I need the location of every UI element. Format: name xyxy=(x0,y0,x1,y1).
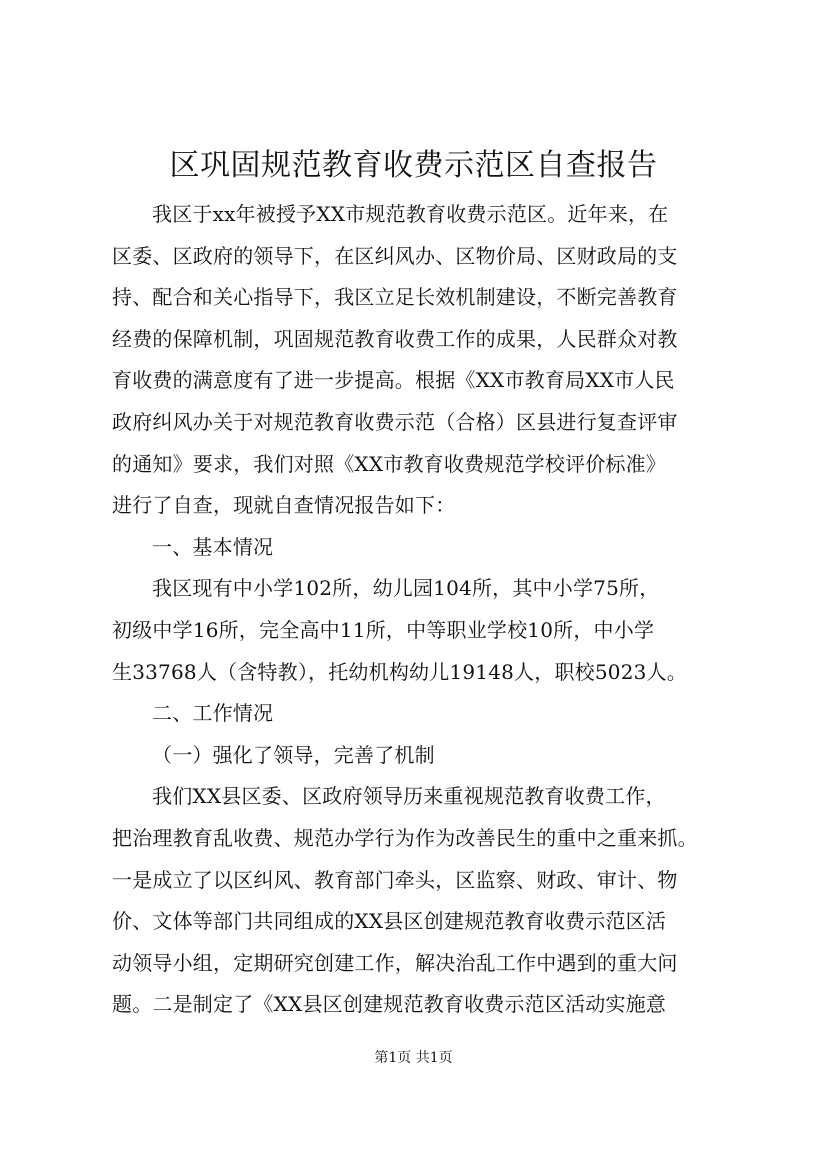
body-line-16: 把治理教育乱收费、规范办学行为作为改善民生的重中之重来抓。 xyxy=(112,825,698,850)
body-line-19: 动领导小组，定期研究创建工作，解决治乱工作中遇到的重大问 xyxy=(112,950,678,975)
body-line-10: 我区现有中小学102所，幼儿园104所，其中小学75所， xyxy=(152,576,660,601)
document-body xyxy=(112,194,742,1026)
section-heading-basic-situation: 一、基本情况 xyxy=(152,534,274,559)
body-line-8: 进行了自查，现就自查情况报告如下： xyxy=(112,493,456,518)
body-line-2: 区委、区政府的领导下，在区纠风办、区物价局、区财政局的支 xyxy=(112,243,678,268)
body-line-6: 政府纠风办关于对规范教育收费示范（合格）区县进行复查评审 xyxy=(112,409,678,434)
section-heading-work-situation: 二、工作情况 xyxy=(152,701,274,726)
body-line-1: 我区于xx年被授予XX市规范教育收费示范区。近年来，在 xyxy=(152,202,669,226)
body-line-12: 生33768人（含特教），托幼机构幼儿19148人，职校5023人。 xyxy=(112,659,687,684)
body-line-17: 一是成立了以区纠风、教育部门牵头，区监察、财政、审计、物 xyxy=(112,867,678,892)
body-line-3: 持、配合和关心指导下，我区立足长效机制建设，不断完善教育 xyxy=(112,285,678,310)
body-line-18: 价、文体等部门共同组成的XX县区创建规范教育收费示范区活 xyxy=(112,909,667,934)
body-line-15: 我们XX县区委、区政府领导历来重视规范教育收费工作， xyxy=(152,784,666,809)
body-line-7: 的通知》要求，我们对照《XX市教育收费规范学校评价标准》 xyxy=(112,451,667,476)
body-line-5: 育收费的满意度有了进一步提高。根据《XX市教育局XX市人民 xyxy=(112,368,675,393)
body-line-20: 题。二是制定了《XX县区创建规范教育收费示范区活动实施意 xyxy=(112,992,667,1017)
document-title: 区巩固规范教育收费示范区自查报告 xyxy=(169,148,658,183)
subsection-heading-leadership: （一）强化了领导，完善了机制 xyxy=(152,742,435,767)
body-line-11: 初级中学16所，完全高中11所，中等职业学校10所，中小学 xyxy=(112,617,655,642)
page-footer: 第1页 共1页 xyxy=(374,1050,453,1066)
body-line-4: 经费的保障机制，巩固规范教育收费工作的成果，人民群众对教 xyxy=(112,326,678,351)
